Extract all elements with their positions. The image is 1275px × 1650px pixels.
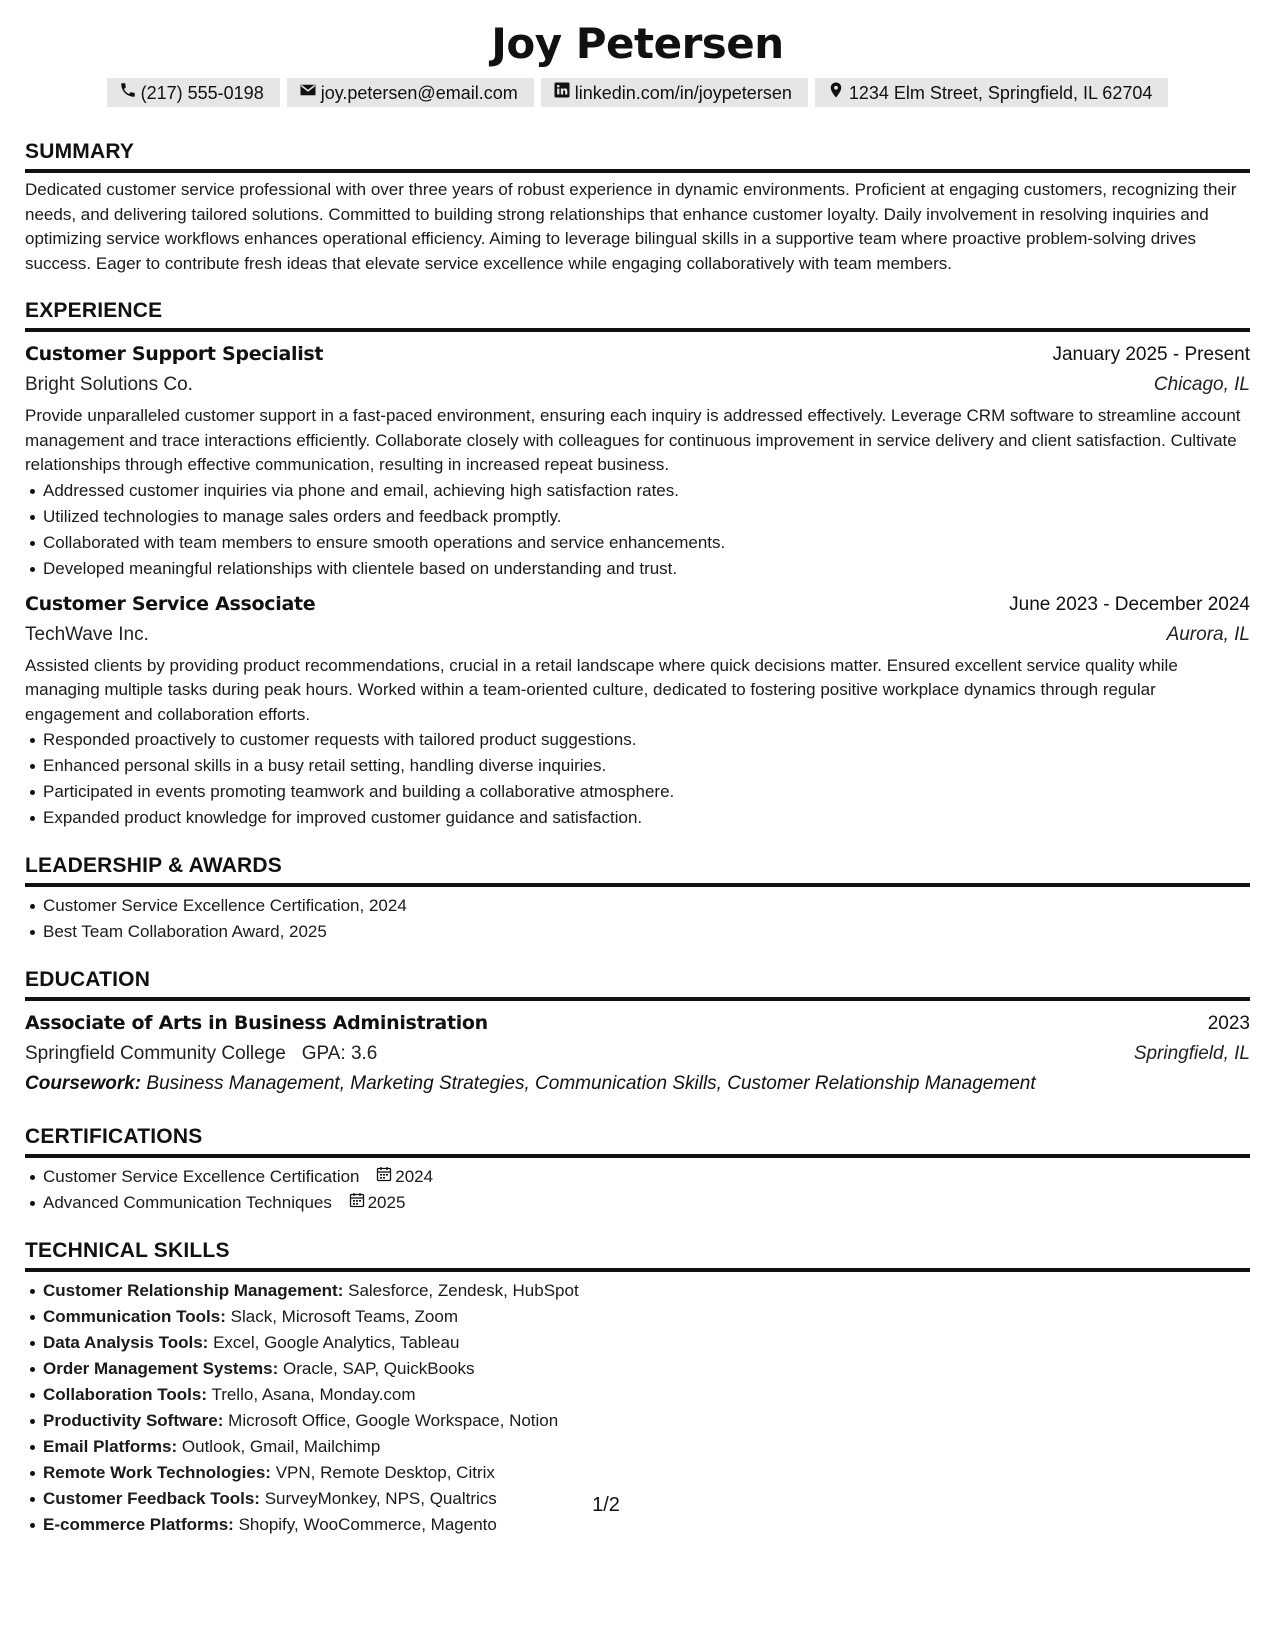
- list-item: Expanded product knowledge for improved customer guidance and satisfaction.: [43, 805, 1250, 831]
- calendar-icon: [376, 1164, 392, 1190]
- job-description: Provide unparalleled customer support in a fast-paced environment, ensuring each inquiry is addressed effectively. Leverage CRM software to streamline account management and trace interactions efficiently. Collaborate closely with colleagues for continuous improvement in service delivery and client satisfaction. Cultivate relationships through effective communication, resulting in increased repeat business.: [25, 406, 1241, 474]
- candidate-name: Joy Petersen: [491, 19, 784, 68]
- list-item: [43, 1408, 1250, 1434]
- school-line: [25, 1040, 377, 1068]
- job-bullets: [25, 727, 1250, 831]
- list-item: Participated in events promoting teamwork and building a collaborative atmosphere.: [43, 779, 1250, 805]
- envelope-icon: [299, 81, 317, 104]
- section-title-skills: TECHNICAL SKILLS: [25, 1238, 1250, 1272]
- section-title-summary: SUMMARY: [25, 139, 1250, 173]
- contact-address: [815, 78, 1169, 107]
- phone-text: (217) 555-0198: [140, 82, 264, 103]
- job-entry: [25, 340, 1250, 582]
- list-item: Best Team Collaboration Award, 2025: [43, 919, 1250, 945]
- skills-section: [25, 1238, 1250, 1538]
- company-name: TechWave Inc.: [25, 623, 149, 645]
- contact-email[interactable]: [287, 78, 534, 107]
- list-item: [43, 1278, 1250, 1304]
- skill-values: Outlook, Gmail, Mailchimp: [181, 1437, 381, 1456]
- linkedin-icon: [553, 81, 571, 104]
- skill-category: Data Analysis Tools:: [43, 1333, 209, 1352]
- list-item: Utilized technologies to manage sales orders and feedback promptly.: [43, 504, 1250, 530]
- list-item: [43, 1356, 1250, 1382]
- coursework-list: Business Management, Marketing Strategies, Communication Skills, Customer Relationship Management: [146, 1073, 1036, 1094]
- gpa: GPA: 3.6: [301, 1043, 378, 1064]
- list-item: Responded proactively to customer requests with tailored product suggestions.: [43, 727, 1250, 753]
- awards-list: [25, 893, 1250, 945]
- email-text: joy.petersen@email.com: [320, 82, 518, 103]
- education-section: [25, 967, 1250, 1098]
- school-name: Springfield Community College: [25, 1043, 286, 1064]
- skill-values: VPN, Remote Desktop, Citrix: [275, 1463, 495, 1482]
- address-text: 1234 Elm Street, Springfield, IL 62704: [848, 82, 1153, 103]
- skill-values: Shopify, WooCommerce, Magento: [238, 1515, 497, 1534]
- list-item: [43, 1190, 1250, 1216]
- job-entry: [25, 590, 1250, 832]
- contact-phone[interactable]: [107, 78, 280, 107]
- list-item: [43, 1330, 1250, 1356]
- summary-text: Dedicated customer service professional with over three years of robust experience in dynamic environments. Proficient at engaging customers, recognizing their needs, and delivering tailored solutions. Committed to building strong relationships that enhance customer loyalty. Daily involvement in resolving inquiries and optimizing service workflows enhances operational efficiency. Aiming to leverage bilingual skills in a supportive team where proactive problem-solving drives success. Eager to contribute fresh ideas that elevate service excellence while engaging collaboratively with team members.: [25, 180, 1237, 273]
- company-name: Bright Solutions Co.: [25, 374, 193, 395]
- skill-values: Slack, Microsoft Teams, Zoom: [230, 1307, 458, 1326]
- linkedin-text: linkedin.com/in/joypetersen: [574, 82, 792, 103]
- list-item: Addressed customer inquiries via phone and email, achieving high satisfaction rates.: [43, 478, 1250, 504]
- list-item: Enhanced personal skills in a busy retail setting, handling diverse inquiries.: [43, 753, 1250, 779]
- skill-category: Email Platforms:: [43, 1437, 178, 1456]
- skill-category: Collaboration Tools:: [43, 1385, 208, 1404]
- resume-page: [25, 18, 1250, 1538]
- list-item: [43, 1164, 1250, 1190]
- certification-name: Advanced Communication Techniques: [43, 1193, 332, 1212]
- experience-section: [25, 298, 1250, 831]
- skill-values: Microsoft Office, Google Workspace, Notion: [228, 1411, 559, 1430]
- skill-category: Communication Tools:: [43, 1307, 226, 1326]
- section-title-leadership: LEADERSHIP & AWARDS: [25, 853, 1250, 887]
- job-location: Aurora, IL: [1166, 623, 1250, 645]
- coursework: [25, 1070, 1250, 1098]
- summary-section: [25, 139, 1250, 276]
- job-title: Customer Support Specialist: [25, 343, 324, 365]
- skill-values: Oracle, SAP, QuickBooks: [282, 1359, 475, 1378]
- list-item: Developed meaningful relationships with clientele based on understanding and trust.: [43, 556, 1250, 582]
- section-title-education: EDUCATION: [25, 967, 1250, 1001]
- job-title: Customer Service Associate: [25, 592, 316, 615]
- coursework-label: Coursework:: [25, 1073, 142, 1094]
- job-dates: June 2023 - December 2024: [1009, 593, 1250, 615]
- list-item: Collaborated with team members to ensure smooth operations and service enhancements.: [43, 530, 1250, 556]
- certifications-section: [25, 1124, 1250, 1216]
- contact-linkedin[interactable]: [541, 78, 808, 107]
- phone-icon: [119, 81, 137, 104]
- list-item: [43, 1382, 1250, 1408]
- skill-category: Remote Work Technologies:: [43, 1463, 271, 1482]
- page-number: 1/2: [592, 1494, 620, 1516]
- section-title-certifications: CERTIFICATIONS: [25, 1124, 1250, 1158]
- certification-year: 2024: [395, 1167, 434, 1186]
- certification-year: 2025: [367, 1193, 406, 1212]
- job-bullets: [25, 478, 1250, 582]
- skill-values: Excel, Google Analytics, Tableau: [213, 1333, 460, 1352]
- graduation-year: 2023: [1207, 1013, 1250, 1034]
- skill-category: Customer Feedback Tools:: [43, 1489, 260, 1508]
- degree-name: Associate of Arts in Business Administration: [25, 1012, 488, 1034]
- certifications-list: [25, 1164, 1250, 1216]
- section-title-experience: EXPERIENCE: [25, 298, 1250, 332]
- skill-values: Trello, Asana, Monday.com: [211, 1385, 416, 1404]
- certification-name: Customer Service Excellence Certification: [43, 1167, 360, 1186]
- map-pin-icon: [827, 81, 845, 104]
- skill-category: E-commerce Platforms:: [43, 1515, 234, 1534]
- list-item: [43, 1460, 1250, 1486]
- list-item: Customer Service Excellence Certification, 2024: [43, 893, 1250, 919]
- job-description: Assisted clients by providing product recommendations, crucial in a retail landscape where quick decisions matter. Ensured excellent service quality while managing multiple tasks during peak hours. Worked within a team-oriented culture, dedicated to fostering positive workplace dynamics through regular engagement and collaboration efforts.: [25, 655, 1178, 724]
- certification-date: [376, 1164, 433, 1190]
- school-location: Springfield, IL: [1133, 1043, 1250, 1064]
- job-dates: January 2025 - Present: [1052, 344, 1250, 365]
- skill-values: SurveyMonkey, NPS, Qualtrics: [264, 1489, 497, 1508]
- skill-values: Salesforce, Zendesk, HubSpot: [348, 1281, 579, 1300]
- skill-category: Customer Relationship Management:: [43, 1281, 344, 1300]
- list-item: [43, 1434, 1250, 1460]
- skill-category: Order Management Systems:: [43, 1359, 279, 1378]
- leadership-section: [25, 853, 1250, 945]
- list-item: [43, 1304, 1250, 1330]
- certification-date: [349, 1190, 406, 1216]
- calendar-icon: [349, 1190, 365, 1216]
- skill-category: Productivity Software:: [43, 1411, 224, 1430]
- job-location: Chicago, IL: [1153, 374, 1250, 395]
- contact-bar: [25, 78, 1250, 107]
